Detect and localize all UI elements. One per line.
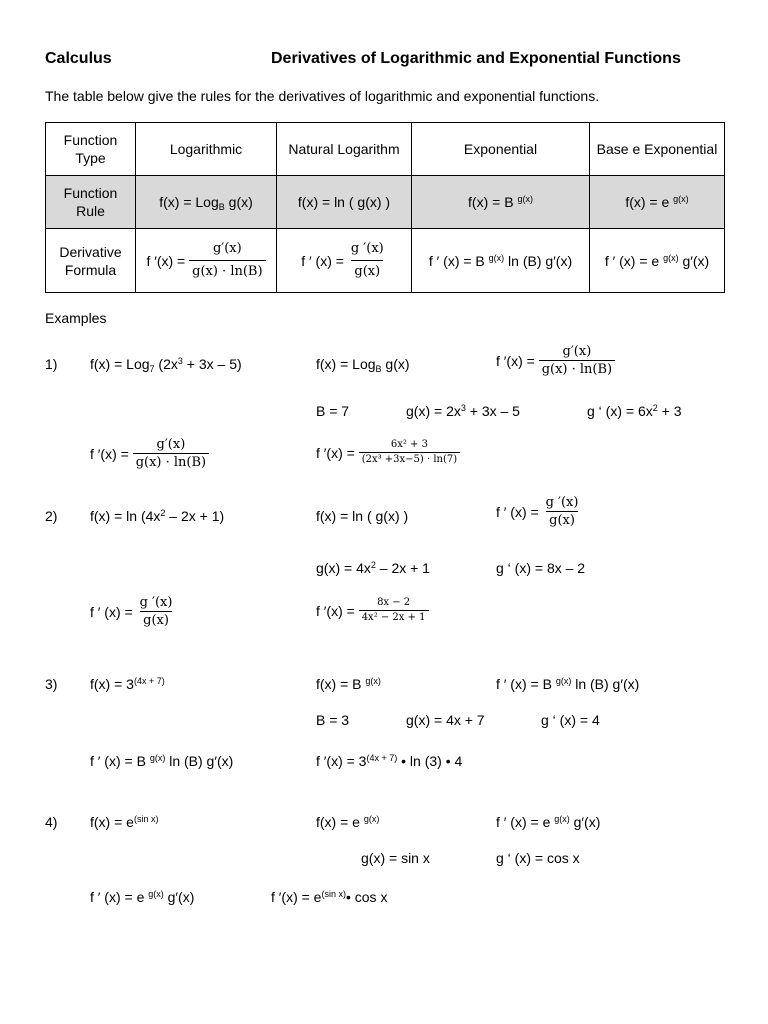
- example-2-rule: f(x) = ln ( g(x) ): [316, 508, 409, 524]
- example-2-g-prime: g ‘ (x) = 8x – 2: [496, 560, 586, 576]
- subject-heading: Calculus: [45, 50, 112, 67]
- example-4-general-formula: f ′ (x) = e $^{g(x)}$ g′(x): [90, 889, 195, 905]
- rule-exponential: f(x) = B $^{g(x)}$: [412, 176, 590, 229]
- example-1-result: f ′(x) = $\frac{\text{6x² + 3}}{\text{(2x³ +3x−5) · ln(7)}}$: [316, 440, 460, 465]
- table-rule-row: [46, 176, 725, 229]
- example-1-g: $g(x) = 2x^3 + 3x - 5$: [406, 403, 520, 419]
- example-1-derivative-rule: f ′(x) = $\frac{g'(x)}{g(x) \cdot \ln(B)}$: [496, 345, 615, 376]
- derivative-rules-table: [45, 122, 725, 293]
- example-1-number: 1): [45, 356, 58, 372]
- example-3-number: 3): [45, 676, 58, 692]
- example-2-result: f ′(x) = $\frac{8x - 2}{\text{4x² − 2x + 1}}$: [316, 598, 429, 623]
- header-logarithmic: Logarithmic: [136, 123, 277, 176]
- example-3-g: g(x) = 4x + 7: [406, 712, 485, 728]
- table-header-row: [46, 123, 725, 176]
- page-title: Derivatives of Logarithmic and Exponential Functions: [271, 50, 681, 67]
- rule-natural-logarithm: f(x) = ln ( g(x) ): [277, 176, 412, 229]
- example-3-base-value: B = 3: [316, 712, 350, 728]
- example-2-g: $g(x) = 4x^2 - 2x + 1$: [316, 560, 430, 576]
- header-natural-logarithm: Natural Logarithm: [277, 123, 412, 176]
- example-4-rule: f(x) = e $^{g(x)}$: [316, 814, 380, 830]
- derivative-exponential: f ′ (x) = B $^{g(x)}$ ln (B) g′(x): [412, 229, 590, 293]
- derivative-base-e-exponential: f ′ (x) = e $^{g(x)}$ g′(x): [590, 229, 725, 293]
- example-4-number: 4): [45, 814, 58, 830]
- intro-text: The table below give the rules for the derivatives of logarithmic and exponential functions.: [45, 88, 600, 104]
- example-4-g-prime: g ‘ (x) = cos x: [496, 850, 580, 866]
- example-3-derivative-rule: f ′ (x) = B $^{g(x)}$ ln (B) g′(x): [496, 676, 640, 692]
- rule-logarithmic: f(x) = Log$_B$ g(x): [136, 176, 277, 229]
- example-2-number: 2): [45, 508, 58, 524]
- examples-heading: Examples: [45, 310, 107, 326]
- example-2-derivative-rule: f ′ (x) = $\frac{g '(x)}{g(x)}$: [496, 495, 579, 528]
- example-1-general-formula: f ′(x) = $\frac{g'(x)}{g(x) \cdot \ln(B)}$: [90, 438, 209, 469]
- header-base-e-exponential: Base e Exponential: [590, 123, 725, 176]
- rule-base-e-exponential: f(x) = e $^{g(x)}$: [590, 176, 725, 229]
- header-function-type: Function Type: [46, 123, 136, 176]
- derivative-row-label: Derivative Formula: [46, 229, 136, 293]
- example-1-g-prime: g ‘ $(x) = 6x^2 + 3$: [587, 403, 682, 419]
- example-3-general-formula: f ′ (x) = B $^{g(x)}$ ln (B) g′(x): [90, 753, 234, 769]
- example-2-general-formula: f ′ (x) = $\frac{g '(x)}{g(x)}$: [90, 595, 173, 628]
- example-4-g: g(x) = sin x: [361, 850, 430, 866]
- example-3-rule: f(x) = B $^{g(x)}$: [316, 676, 381, 692]
- example-1-problem: f(x) = Log$_7$ $(2x^3 + 3x - 5)$: [90, 356, 242, 374]
- rule-row-label: Function Rule: [46, 176, 136, 229]
- derivative-natural-logarithm: f ′ (x) = $\frac{g '(x)}{g(x)}$: [277, 229, 412, 293]
- header-exponential: Exponential: [412, 123, 590, 176]
- example-1-rule: f(x) = Log$_B$ g(x): [316, 356, 410, 374]
- example-3-g-prime: g ‘ (x) = 4: [541, 712, 600, 728]
- example-4-problem: $f(x) = e^{(sin x)}$: [90, 814, 159, 830]
- table-derivative-row: [46, 229, 725, 293]
- example-3-problem: $f(x) = 3^{(4x + 7)}$: [90, 676, 165, 692]
- derivative-logarithmic: f ′(x) = $\frac{g'(x)}{g(x) \cdot \ln(B)}$: [136, 229, 277, 293]
- example-4-derivative-rule: f ′ (x) = e $^{g(x)}$ g′(x): [496, 814, 601, 830]
- example-2-problem: $f(x) = \ln (4x^2 - 2x + 1)$: [90, 508, 225, 524]
- example-4-result: f $'(x) = e^{(sin x)}•$ cos x: [271, 889, 388, 905]
- example-1-base-value: B = 7: [316, 403, 350, 419]
- example-3-result: f $'(x) = 3^{(4x + 7)}$ • ln (3) • 4: [316, 753, 463, 769]
